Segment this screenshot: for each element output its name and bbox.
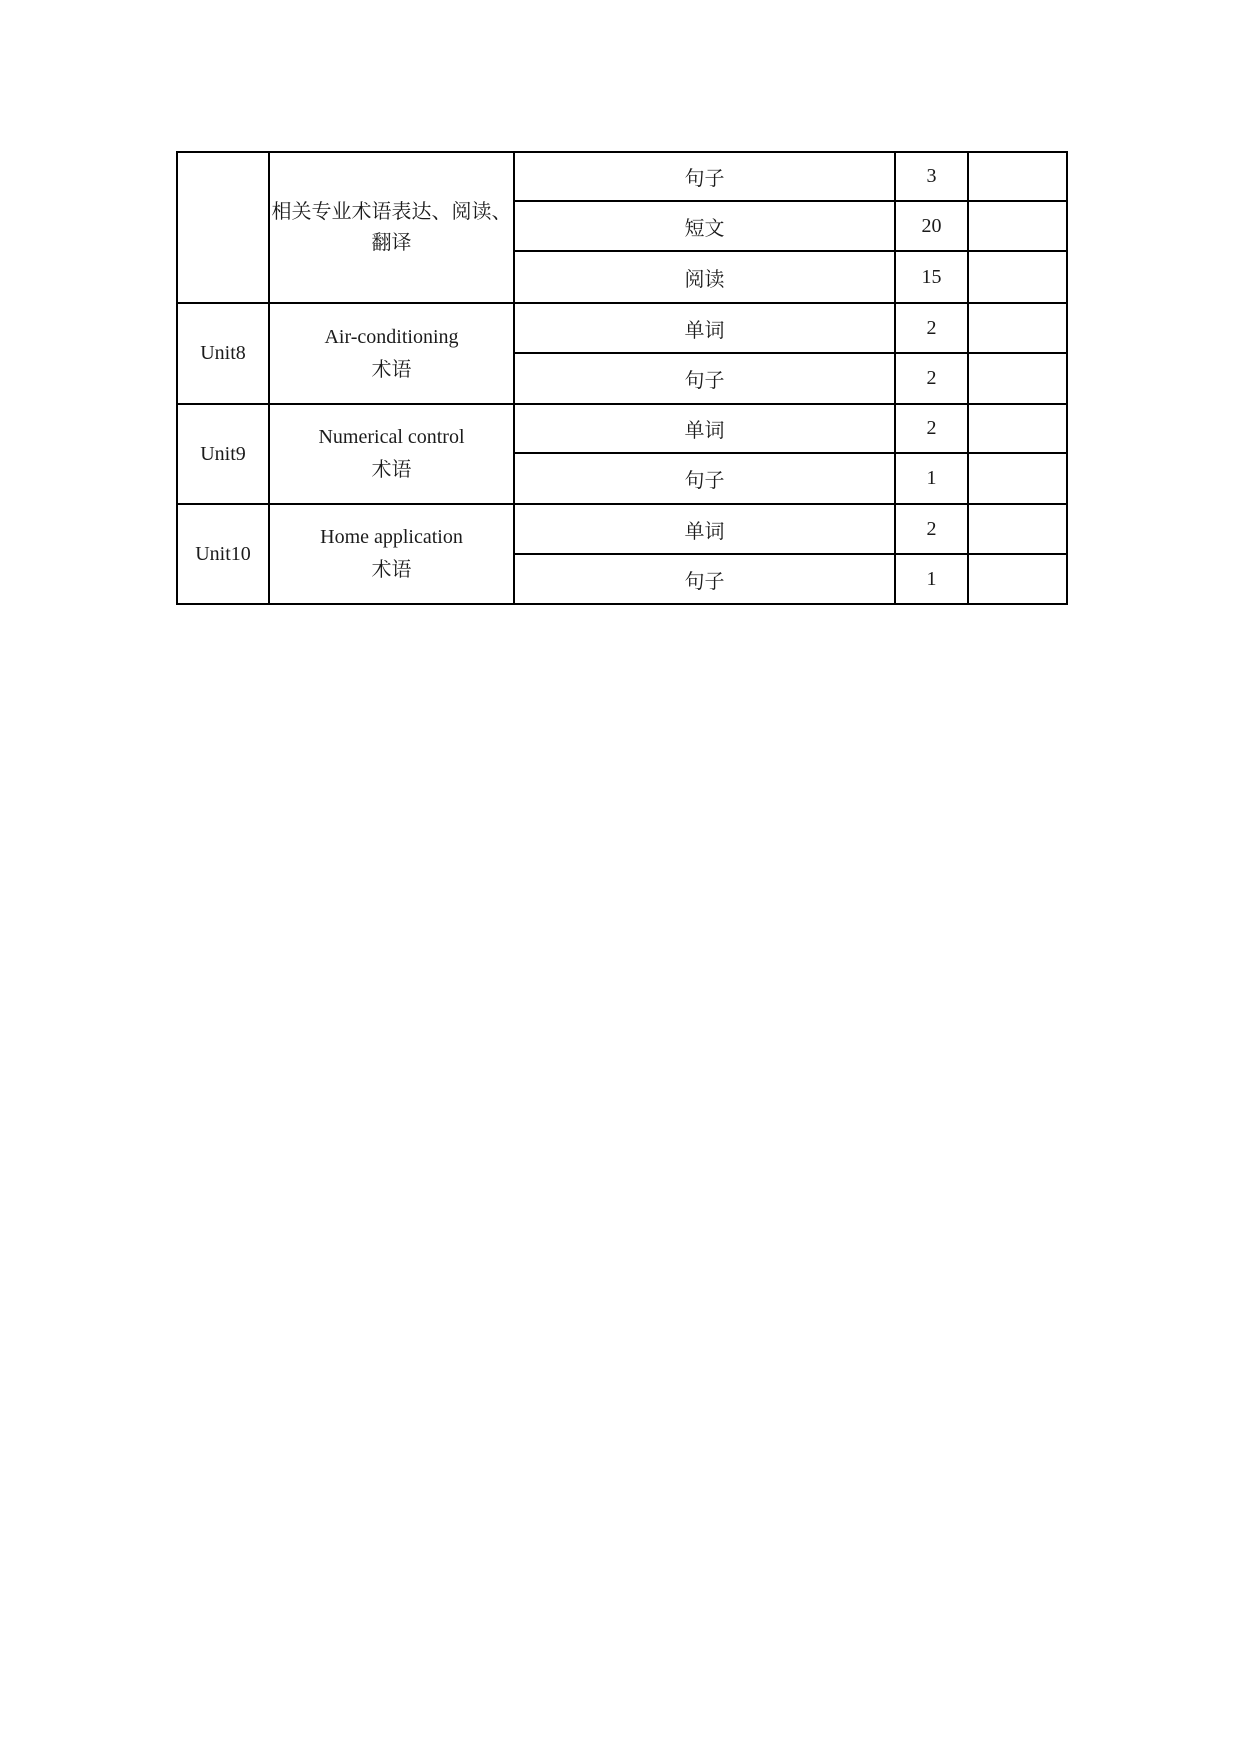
item-type-cell: 句子 bbox=[514, 453, 895, 504]
table-row bbox=[177, 152, 1067, 201]
item-type-cell: 单词 bbox=[514, 303, 895, 353]
description-cell bbox=[269, 404, 514, 504]
description-line: 相关专业术语表达、阅读、 bbox=[271, 200, 512, 223]
count-cell: 1 bbox=[895, 554, 968, 604]
count-cell: 1 bbox=[895, 453, 968, 504]
empty-cell bbox=[968, 504, 1067, 554]
count-cell: 2 bbox=[895, 353, 968, 404]
description-cell bbox=[269, 303, 514, 404]
empty-cell bbox=[968, 251, 1067, 303]
count-cell: 2 bbox=[895, 504, 968, 554]
unit-cell: Unit10 bbox=[177, 504, 269, 604]
description-cell bbox=[269, 504, 514, 604]
grading-table bbox=[176, 151, 1068, 605]
count-cell: 2 bbox=[895, 303, 968, 353]
item-type-cell: 单词 bbox=[514, 504, 895, 554]
description-line: Numerical control bbox=[318, 426, 465, 448]
description-line: 术语 bbox=[371, 358, 412, 381]
description-line: Home application bbox=[320, 526, 463, 548]
table-row bbox=[177, 303, 1067, 353]
empty-cell bbox=[968, 152, 1067, 201]
unit-cell: Unit9 bbox=[177, 404, 269, 504]
count-cell: 15 bbox=[895, 251, 968, 303]
unit-cell bbox=[177, 152, 269, 303]
item-type-cell: 句子 bbox=[514, 353, 895, 404]
count-cell: 3 bbox=[895, 152, 968, 201]
empty-cell bbox=[968, 303, 1067, 353]
empty-cell bbox=[968, 201, 1067, 251]
empty-cell bbox=[968, 453, 1067, 504]
table-row bbox=[177, 404, 1067, 453]
description-line: 翻译 bbox=[371, 231, 412, 254]
item-type-cell: 句子 bbox=[514, 152, 895, 201]
unit-cell: Unit8 bbox=[177, 303, 269, 404]
description-line: 术语 bbox=[371, 559, 412, 581]
empty-cell bbox=[968, 554, 1067, 604]
table-row bbox=[177, 504, 1067, 554]
item-type-cell: 句子 bbox=[514, 554, 895, 604]
item-type-cell: 阅读 bbox=[514, 251, 895, 303]
item-type-cell: 短文 bbox=[514, 201, 895, 251]
item-type-cell: 单词 bbox=[514, 404, 895, 453]
description-line: Air-conditioning bbox=[324, 325, 459, 348]
empty-cell bbox=[968, 404, 1067, 453]
description-cell bbox=[269, 152, 514, 303]
empty-cell bbox=[968, 353, 1067, 404]
count-cell: 20 bbox=[895, 201, 968, 251]
description-line: 术语 bbox=[371, 459, 412, 481]
count-cell: 2 bbox=[895, 404, 968, 453]
